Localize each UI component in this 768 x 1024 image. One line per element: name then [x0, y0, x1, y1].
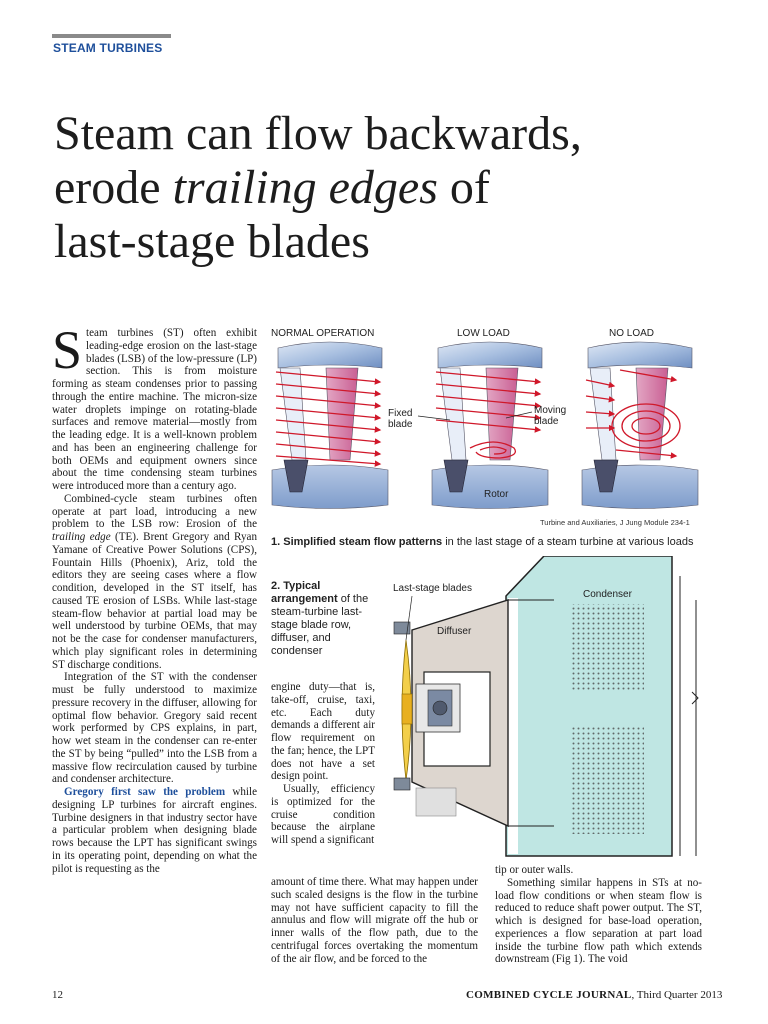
paragraph-2-post: (TE). Brent Gregory and Ryan Yamane of Creative Power Solutions (CPS), Fountain Hills (Phoenix), Ariz, told the editors they are seeing cases where a flow condition, developed in the ST itself, has caused TE erosion of LSBs. While last-stage steam-flow behavior at partial load may be well understood by turbine OEMs, that may not be the case for condenser manufacturers, which play significant roles in determining ST discharge conditions.: [52, 531, 257, 671]
fig2-caption-rest: of the steam-turbine last-stage blade row, diffuser, and condenser: [271, 593, 369, 657]
paragraph-2-em: trailing edge: [52, 531, 111, 543]
column-3-text-1: tip or outer walls.: [495, 864, 574, 876]
paragraph-2: [52, 493, 257, 672]
fig1-caption-rest: in the last stage of a steam turbine at various loads: [442, 536, 694, 548]
headline-line-2-pre: erode: [54, 161, 173, 214]
moving-blade-line-2: blade: [534, 416, 559, 427]
column-2-bottom: [271, 876, 478, 965]
column-3-text-2: Something similar happens in STs at no-load flow conditions or when steam flow is reduced to reduce shaft power output. The ST, which is designed for base-load operation, experiences a flow separation at part load inside the turbine flow path which extends downstream (Fig 1). The void: [495, 876, 702, 966]
fig2-label-lsb: Last-stage blades: [393, 583, 472, 594]
moving-blade-line-1: Moving: [534, 405, 567, 416]
headline: [54, 107, 734, 269]
headline-line-3: last-stage blades: [54, 215, 370, 268]
fig2-label-diffuser: Diffuser: [437, 626, 472, 637]
column-2-text-1: engine duty—that is, take-off, cruise, taxi, etc. Each duty demands a different air flow requirement on the fan; hence, the LPT does not have a set design point.: [271, 681, 375, 783]
paragraph-4-lead: Gregory first saw the problem: [64, 786, 226, 798]
column-2-top: [271, 681, 375, 847]
headline-line-2-em: trailing edges: [172, 161, 438, 214]
column-3: [495, 864, 702, 966]
fixed-blade-line-2: blade: [388, 419, 413, 430]
page-number: 12: [52, 989, 63, 1001]
fig2-caption: [271, 580, 373, 658]
fig1-moving-blade-label: [534, 405, 566, 427]
fig1-credit: Turbine and Auxiliaries, J Jung Module 234-1: [540, 518, 690, 527]
headline-line-1: Steam can flow backwards,: [54, 107, 582, 160]
fig1-caption: [271, 536, 711, 549]
fig1-caption-bold: 1. Simplified steam flow patterns: [271, 536, 443, 548]
section-tag: STEAM TURBINES: [53, 41, 163, 55]
section-rule: [52, 34, 171, 38]
fig1-label-normal: NORMAL OPERATION: [271, 328, 375, 339]
fig2-label-condenser: Condenser: [583, 589, 632, 600]
paragraph-4: [52, 786, 257, 875]
fig2-condenser-diagram: [376, 556, 708, 866]
journal-issue: , Third Quarter 2013: [631, 989, 723, 1001]
panel-no-load: [582, 342, 698, 509]
paragraph-1: team turbines (ST) often exhibit leading-edge erosion on the last-stage blades (LSB) of the low-pressure (LP) section. This is from moisture forming as steam condenses prior to passing through the entire machine. The micron-size water droplets impinge on rotating-blade surfaces and remove material—mostly from the leading edge. It is a well-known problem and has been an engineering challenge for both OEMs and equipment owners since about the time condensing steam turbines were introduced more than a century ago.: [52, 327, 257, 492]
paragraph-2-pre: Combined-cycle steam turbines often operate at part load, introducing a new problem to the LSB row: Erosion of the: [52, 492, 257, 531]
paragraph-3: Integration of the ST with the condenser must be fully understood to maximize pressure recovery in the diffuser, allowing for optimal flow behavior. Gregory said recent work performed by CPS explains, in part, how wet steam in the condenser can re-enter the ST by being “pulled” into the LSB from a massive flow recirculation caused by turbine and condenser architecture.: [52, 671, 257, 786]
fig1-label-low: LOW LOAD: [457, 328, 510, 339]
panel-low-load: [432, 342, 548, 509]
panel-normal-operation: [272, 342, 388, 509]
column-2-text-3: amount of time there. What may happen under such scaled designs is the flow in the turbine may not have sufficient capacity to fill the annulus and flow will migrate off the hub or inner walls of the flow path, due to the centrifugal forces overtaking the momentum of the air flow, and be forced to the: [271, 876, 478, 965]
fig1-rotor-label: Rotor: [484, 489, 509, 500]
headline-line-2: [54, 161, 734, 215]
journal-name: COMBINED CYCLE JOURNAL: [466, 989, 632, 1001]
fixed-blade-line-1: Fixed: [388, 408, 413, 419]
drop-cap: S: [52, 320, 83, 380]
headline-line-2-post: of: [437, 161, 490, 214]
fig2-caption-bold: 2. Typical arrangement: [271, 580, 338, 605]
fig1-label-noload: NO LOAD: [609, 328, 655, 339]
column-2-text-2: Usually, efficiency is optimized for the cruise condition because the airplane will spend a significant: [271, 783, 375, 846]
fig1-fixed-blade-label: [388, 408, 412, 430]
paragraph-4-rest: while designing LP turbines for aircraft engines. Turbine designers in that industry sector have a particular problem when designing blade rows because the LPT has significant swings in its operating point, depending on what the pilot is requesting as the: [52, 786, 257, 875]
column-1: [52, 320, 257, 982]
journal-footer: [466, 989, 722, 1001]
